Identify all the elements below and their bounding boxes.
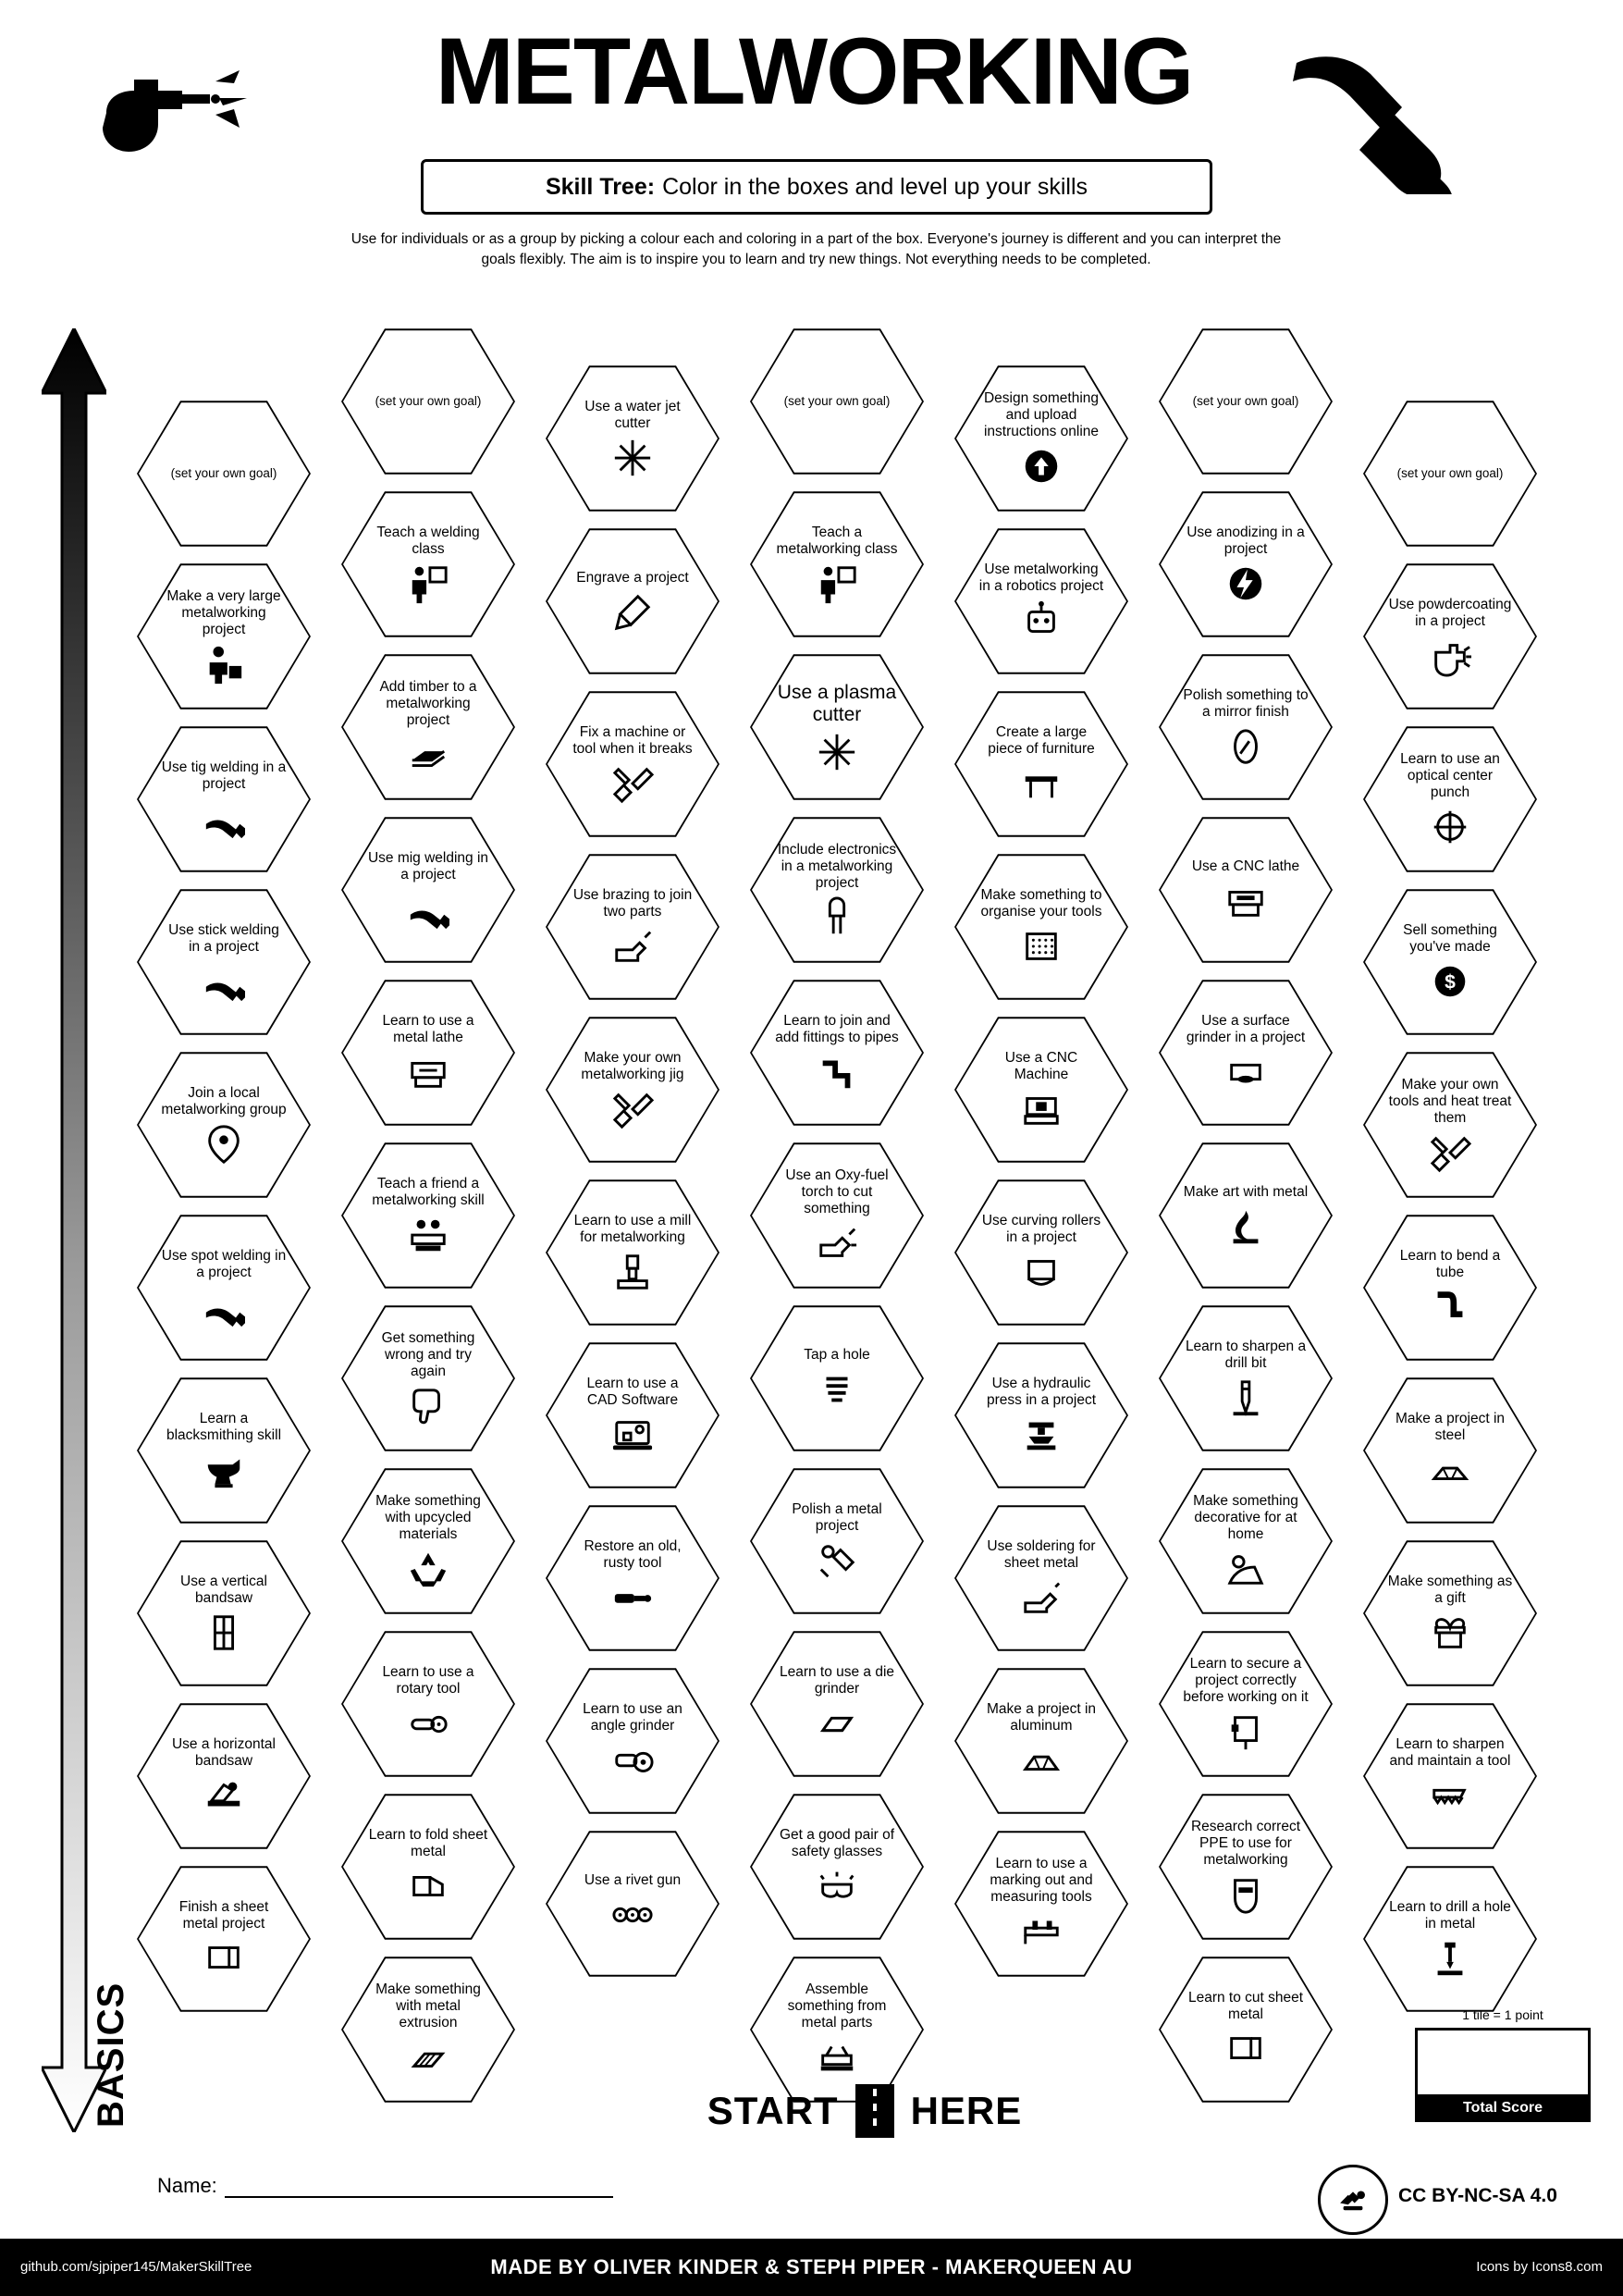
skill-tile[interactable] (954, 363, 1128, 514)
cad-laptop-icon (611, 1409, 654, 1456)
skill-label: Teach a friend a metalworking skill (372, 1175, 485, 1208)
welding-torch-icon (407, 883, 449, 931)
table-icon (1020, 758, 1063, 805)
skill-label: (set your own goal) (1396, 466, 1504, 480)
skill-label: Join a local metalworking group (161, 1084, 287, 1117)
skill-label: Engrave a project (576, 569, 689, 586)
skill-tile[interactable] (1159, 326, 1333, 477)
cnc-icon (1020, 1083, 1063, 1130)
soldering-icon (1020, 1572, 1063, 1619)
teacher-icon (407, 558, 449, 605)
skill-tile[interactable] (546, 1828, 719, 1980)
extrusion-icon (407, 2031, 449, 2079)
skill-label: Teach a welding class (376, 524, 480, 557)
welding-torch-icon (203, 956, 245, 1003)
anvil-icon (203, 1444, 245, 1491)
license-text: CC BY-NC-SA 4.0 (1398, 2185, 1557, 2206)
skill-label: Use curving rollers in a project (981, 1212, 1101, 1245)
skill-label: Research correct PPE to use for metalworking (1190, 1818, 1300, 1868)
skill-tile[interactable] (341, 1954, 515, 2105)
skill-label: Use powdercoating in a project (1388, 596, 1512, 629)
skill-tile[interactable] (1159, 1628, 1333, 1780)
engrave-icon (611, 586, 654, 634)
skill-tile[interactable] (137, 1375, 311, 1526)
skill-tile[interactable] (546, 1177, 719, 1328)
skill-tile[interactable] (137, 723, 311, 875)
skill-label: Learn a blacksmithing skill (166, 1410, 282, 1443)
skill-label: Get something wrong and try again (381, 1329, 475, 1379)
start-here-marker (680, 2083, 1050, 2139)
timber-icon (407, 729, 449, 776)
skill-label: Restore an old, rusty tool (584, 1537, 682, 1571)
map-pin-icon (203, 1118, 245, 1166)
waterjet-icon (611, 432, 654, 479)
sheet-metal-icon (203, 1932, 245, 1980)
skill-label: Include electronics in a metalworking project (777, 841, 897, 891)
skill-label: Use stick welding in a project (168, 921, 279, 955)
skill-label: Use metalworking in a robotics project (978, 561, 1104, 594)
skill-tile[interactable] (1363, 1537, 1537, 1689)
skill-tile[interactable] (1363, 1049, 1537, 1201)
saw-icon (1429, 1770, 1471, 1817)
skill-label: Polish a metal project (792, 1500, 882, 1534)
decorative-icon (1224, 1543, 1267, 1590)
page-title: METALWORKING (435, 19, 1193, 124)
lightning-icon (1224, 558, 1267, 605)
safety-glasses-icon (816, 1860, 858, 1907)
lathe-icon (407, 1046, 449, 1093)
skill-tile[interactable] (1363, 1375, 1537, 1526)
page-footer (0, 2239, 1623, 2296)
skill-label: Use soldering for sheet metal (987, 1537, 1096, 1571)
axis-label-advanced: ADVANCED (91, 451, 131, 666)
skill-tile[interactable] (1159, 488, 1333, 640)
skill-label: Make something decorative for at home (1193, 1492, 1298, 1542)
skill-label: Learn to use a metal lathe (382, 1012, 474, 1045)
skill-tile[interactable] (1363, 1212, 1537, 1364)
skill-tile[interactable] (341, 1628, 515, 1780)
skill-tile[interactable] (750, 1302, 924, 1454)
skill-tile[interactable] (954, 688, 1128, 840)
axis-label-basics: BASICS (91, 1981, 131, 2128)
skill-label: Polish something to a mirror finish (1183, 686, 1309, 720)
mirror-icon (1224, 721, 1267, 768)
skill-label: Learn to sharpen and maintain a tool (1389, 1735, 1511, 1769)
welder-person-icon (203, 638, 245, 685)
spray-gun-icon (1429, 630, 1471, 677)
skill-label: Tap a hole (804, 1346, 870, 1363)
skill-label: Use tig welding in a project (161, 759, 287, 792)
footer-credit: MADE BY OLIVER KINDER & STEPH PIPER - MAKERQUEEN AU (490, 2255, 1133, 2278)
skill-label: Use anodizing in a project (1187, 524, 1305, 557)
skill-tile[interactable] (546, 1502, 719, 1654)
skill-tile[interactable] (546, 363, 719, 514)
skill-label: Use a rivet gun (584, 1871, 682, 1888)
skill-label: Make something to organise your tools (980, 886, 1102, 920)
rollers-icon (1020, 1246, 1063, 1293)
welding-torch-icon (203, 1281, 245, 1328)
skill-label: Learn to drill a hole in metal (1389, 1898, 1511, 1932)
skill-label: Make a very large metalworking project (166, 587, 281, 637)
skill-tile[interactable] (1363, 1863, 1537, 2015)
die-grinder-icon (816, 1697, 858, 1745)
skill-label: Make a project in aluminum (986, 1700, 1097, 1734)
skill-label: Make your own metalworking jig (581, 1049, 684, 1082)
skill-tile[interactable] (954, 1014, 1128, 1166)
skill-tile[interactable] (137, 1700, 311, 1852)
led-icon (816, 892, 858, 939)
footer-icons-credit: Icons by Icons8.com (1476, 2259, 1603, 2275)
pegboard-icon (1020, 920, 1063, 968)
skill-tile[interactable] (137, 398, 311, 549)
clamp-icon (1224, 1706, 1267, 1753)
skill-tile[interactable] (1363, 886, 1537, 1038)
skill-label: Make art with metal (1183, 1183, 1309, 1200)
skill-tile[interactable] (954, 1665, 1128, 1817)
skill-label: Learn to use a marking out and measuring tools (990, 1855, 1093, 1905)
skill-tile[interactable] (954, 1828, 1128, 1980)
skill-tile[interactable] (1159, 1954, 1333, 2105)
skill-tile[interactable] (954, 851, 1128, 1003)
vertical-bandsaw-icon (203, 1607, 245, 1654)
cc-badge-icon (1318, 2165, 1388, 2235)
center-punch-icon (1429, 801, 1471, 848)
oxy-torch-icon (816, 1217, 858, 1265)
skill-tile[interactable] (954, 1177, 1128, 1328)
recycle-icon (407, 1543, 449, 1590)
skill-label: Finish a sheet metal project (178, 1898, 269, 1932)
skill-tile[interactable] (1159, 1791, 1333, 1943)
total-score-input[interactable] (1415, 2028, 1591, 2100)
skill-tile[interactable] (1159, 1302, 1333, 1454)
name-field[interactable] (157, 2174, 613, 2198)
skill-label: Use a hydraulic press in a project (986, 1375, 1097, 1408)
skill-tile[interactable] (137, 561, 311, 712)
skill-tile[interactable] (750, 488, 924, 640)
skill-tile[interactable] (546, 688, 719, 840)
skill-label: Use mig welding in a project (367, 849, 489, 883)
steel-icon (1429, 1444, 1471, 1491)
metal-art-icon (1224, 1201, 1267, 1248)
skill-tile[interactable] (137, 1537, 311, 1689)
skill-tile[interactable] (750, 1791, 924, 1943)
skill-label: Learn to use an optical center punch (1400, 750, 1500, 800)
horizontal-bandsaw-icon (203, 1770, 245, 1817)
skill-tile[interactable] (137, 1212, 311, 1364)
skill-label: Use a water jet cutter (584, 398, 681, 431)
skill-label: Make a project in steel (1395, 1410, 1506, 1443)
skill-tile[interactable] (750, 1140, 924, 1291)
rivets-icon (611, 1889, 654, 1936)
skill-label: Learn to use a rotary tool (382, 1663, 474, 1697)
skill-label: Assemble something from metal parts (787, 1981, 887, 2031)
skill-label: (set your own goal) (375, 394, 482, 408)
skill-label: Make something with upcycled materials (375, 1492, 481, 1542)
fold-sheet-icon (407, 1860, 449, 1907)
skill-label: Learn to use a CAD Software (586, 1375, 679, 1408)
skill-tile[interactable] (341, 977, 515, 1129)
skill-label: Learn to join and add fittings to pipes (775, 1012, 899, 1045)
intro-blurb: Use for individuals or as a group by picking a colour each and coloring in a part of the box. Everyone's journey is different and you can interpret the goals flexibly. The aim is to inspire you to learn and try new things. Not everything needs to be completed. (350, 231, 1282, 267)
skill-tile[interactable] (137, 886, 311, 1038)
old-tool-icon (611, 1572, 654, 1619)
skill-label: (set your own goal) (783, 394, 891, 408)
pipe-fitting-icon (816, 1046, 858, 1093)
skill-tile[interactable] (341, 1140, 515, 1291)
skill-label: Learn to fold sheet metal (368, 1826, 488, 1859)
skill-label: Use a vertical bandsaw (180, 1573, 267, 1606)
skill-tile[interactable] (1159, 977, 1333, 1129)
drill-bit-icon (1224, 1372, 1267, 1419)
aluminum-icon (1020, 1734, 1063, 1782)
gift-icon (1429, 1607, 1471, 1654)
skill-label: Learn to secure a project correctly before working on it (1183, 1655, 1309, 1705)
skill-tile[interactable] (1159, 814, 1333, 966)
subtitle-bold: Skill Tree: (545, 173, 656, 200)
skill-label: Learn to sharpen a drill bit (1185, 1338, 1307, 1371)
polish-icon (816, 1535, 858, 1582)
skill-label: Create a large piece of furniture (988, 723, 1095, 757)
skill-label: Use a horizontal bandsaw (171, 1735, 276, 1769)
skill-label: (set your own goal) (170, 466, 277, 480)
robot-icon (1020, 595, 1063, 642)
footer-repo-link[interactable]: github.com/sjpiper145/MakerSkillTree (20, 2259, 252, 2275)
press-icon (1020, 1409, 1063, 1456)
skill-label: Make something as a gift (1387, 1573, 1513, 1606)
total-score-label: Total Score (1415, 2094, 1591, 2122)
tap-icon (816, 1364, 858, 1411)
score-panel (1415, 2007, 1591, 2129)
skill-tile[interactable] (1363, 1700, 1537, 1852)
wrench-screwdriver-icon (1429, 1127, 1471, 1174)
svg-text:$: $ (1445, 971, 1456, 994)
skill-tile[interactable] (750, 326, 924, 477)
skill-tile[interactable] (954, 525, 1128, 677)
skill-label: Use a CNC lathe (1191, 858, 1300, 874)
skill-tile[interactable] (546, 525, 719, 677)
skill-tile[interactable] (750, 1465, 924, 1617)
start-label: START (707, 2089, 839, 2132)
skill-label: Design something and upload instructions online (983, 389, 1100, 439)
score-note: 1 tile = 1 point (1462, 2007, 1543, 2022)
teacher-icon (816, 558, 858, 605)
skill-tile[interactable] (1363, 723, 1537, 875)
skill-tile[interactable] (546, 1014, 719, 1166)
bent-tube-icon (1429, 1281, 1471, 1328)
plasma-icon (816, 726, 858, 773)
skill-label: Add timber to a metalworking project (379, 678, 477, 728)
skill-label: Teach a metalworking class (776, 524, 898, 557)
name-label: Name: (157, 2174, 217, 2197)
skill-tile[interactable] (750, 977, 924, 1129)
skill-tile[interactable] (341, 326, 515, 477)
cnc-lathe-icon (1224, 875, 1267, 922)
skill-label: Use a CNC Machine (1004, 1049, 1078, 1082)
here-label: HERE (910, 2089, 1023, 2132)
calipers-icon (1020, 1906, 1063, 1953)
skill-label: Sell something you've made (1403, 921, 1497, 955)
skill-tile[interactable] (546, 1665, 719, 1817)
skill-tile[interactable] (341, 488, 515, 640)
welding-mask-icon (1224, 1869, 1267, 1916)
skill-label: Make your own tools and heat treat them (1388, 1076, 1512, 1126)
skill-tile[interactable] (341, 1791, 515, 1943)
mill-icon (611, 1246, 654, 1293)
angle-grinder-icon (611, 1734, 654, 1782)
skill-tile[interactable] (137, 1863, 311, 2015)
welding-torch-icon (203, 793, 245, 840)
skill-label: Use brazing to join two parts (572, 886, 693, 920)
surface-grinder-icon (1224, 1046, 1267, 1093)
skill-label: Use a surface grinder in a project (1186, 1012, 1306, 1045)
skill-tile[interactable] (750, 814, 924, 966)
skill-tile[interactable] (341, 1302, 515, 1454)
upload-icon (1020, 440, 1063, 488)
brazing-torch-icon (611, 920, 654, 968)
skill-tile[interactable] (1159, 1465, 1333, 1617)
road-icon (855, 2084, 894, 2138)
skill-tile[interactable] (546, 1339, 719, 1491)
skill-label: Use a plasma cutter (777, 681, 897, 725)
skill-label: Learn to use a mill for metalworking (573, 1212, 692, 1245)
rotary-tool-icon (407, 1697, 449, 1745)
skill-tile[interactable] (1363, 398, 1537, 549)
skill-tile[interactable] (1159, 1140, 1333, 1291)
drill-press-icon (1429, 1932, 1471, 1980)
skill-tile[interactable] (546, 851, 719, 1003)
teach-friend-icon (407, 1209, 449, 1256)
skill-label: Use an Oxy-fuel torch to cut something (785, 1167, 889, 1216)
skill-label: Use spot welding in a project (161, 1247, 287, 1280)
skill-label: Learn to use an angle grinder (583, 1700, 682, 1734)
dollar-icon (1429, 956, 1471, 1003)
thumbs-down-icon (407, 1380, 449, 1427)
skill-tile[interactable] (341, 814, 515, 966)
skill-label: Make something with metal extrusion (375, 1981, 481, 2031)
wrench-screwdriver-icon (611, 758, 654, 805)
skill-label: Fix a machine or tool when it breaks (572, 723, 693, 757)
skill-tile[interactable] (750, 1628, 924, 1780)
skill-label: Learn to cut sheet metal (1187, 1989, 1304, 2022)
wrench-screwdriver-icon (611, 1083, 654, 1130)
skill-tile[interactable] (750, 651, 924, 803)
skill-tile[interactable] (954, 1339, 1128, 1491)
name-input[interactable] (225, 2176, 613, 2198)
sheet-metal-icon (1224, 2023, 1267, 2070)
skill-label: (set your own goal) (1192, 394, 1299, 408)
skill-label: Learn to use a die grinder (779, 1663, 895, 1697)
skill-tile[interactable] (954, 1502, 1128, 1654)
skill-tile[interactable] (1159, 651, 1333, 803)
skill-tile[interactable] (1363, 561, 1537, 712)
skill-label: Get a good pair of safety glasses (779, 1826, 895, 1859)
subtitle-rest: Color in the boxes and level up your skills (662, 173, 1088, 200)
assemble-icon (816, 2031, 858, 2079)
skill-tile[interactable] (341, 651, 515, 803)
skill-tile[interactable] (137, 1049, 311, 1201)
skill-tile[interactable] (341, 1465, 515, 1617)
skill-label: Learn to bend a tube (1399, 1247, 1501, 1280)
